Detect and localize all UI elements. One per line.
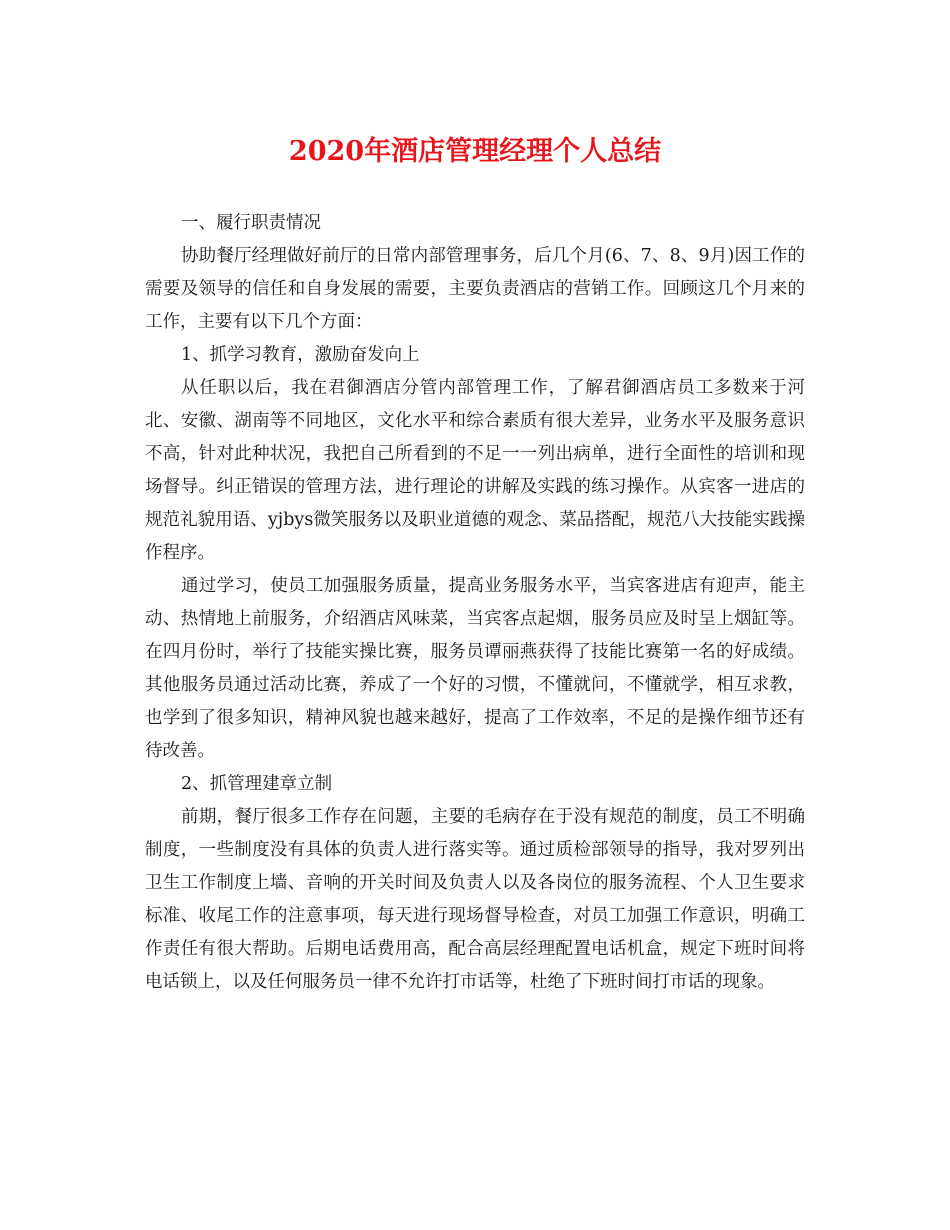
section-heading-management: 2、抓管理建章立制 [181, 774, 333, 794]
section-heading-training: 1、抓学习教育，激励奋发向上 [181, 345, 420, 365]
document-body [145, 207, 805, 999]
paragraph-training: 从任职以后，我在君御酒店分管内部管理工作，了解君御酒店员工多数来于河北、安徽、湖南等不同地区，文化水平和综合素质有很大差异，业务水平及服务意识不高，针对此种状况，我把自己所看到的不足一一列出病单，进行全面性的培训和现场督导。纠正错误的管理方法，进行理论的讲解及实践的练习操作。从宾客一进店的规范礼貌用语、yjbys微笑服务以及职业道德的观念、菜品搭配，规范八大技能实践操作程序。 [145, 378, 805, 563]
document-title: 2020年酒店管理经理个人总结 [288, 136, 662, 167]
section-heading-duties: 一、履行职责情况 [181, 213, 321, 233]
paragraph-management: 前期，餐厅很多工作存在问题，主要的毛病存在于没有规范的制度，员工不明确制度，一些制度没有具体的负责人进行落实等。通过质检部领导的指导，我对罗列出卫生工作制度上墙、音响的开关时间及负责人以及各岗位的服务流程、个人卫生要求标准、收尾工作的注意事项，每天进行现场督导检查，对员工加强工作意识，明确工作责任有很大帮助。后期电话费用高，配合高层经理配置电话机盒，规定下班时间将电话锁上，以及任何服务员一律不允许打市话等，杜绝了下班时间打市话的现象。 [145, 807, 805, 992]
paragraph-results: 通过学习，使员工加强服务质量，提高业务服务水平，当宾客进店有迎声，能主动、热情地上前服务，介绍酒店风味菜，当宾客点起烟，服务员应及时呈上烟缸等。在四月份时，举行了技能实操比赛，服务员谭丽燕获得了技能比赛第一名的好成绩。其他服务员通过活动比赛，养成了一个好的习惯，不懂就问，不懂就学，相互求教，也学到了很多知识，精神风貌也越来越好，提高了工作效率，不足的是操作细节还有待改善。 [145, 576, 805, 761]
paragraph-intro: 协助餐厅经理做好前厅的日常内部管理事务，后几个月(6、7、8、9月)因工作的需要及领导的信任和自身发展的需要，主要负责酒店的营销工作。回顾这几个月来的工作，主要有以下几个方面： [145, 246, 805, 332]
